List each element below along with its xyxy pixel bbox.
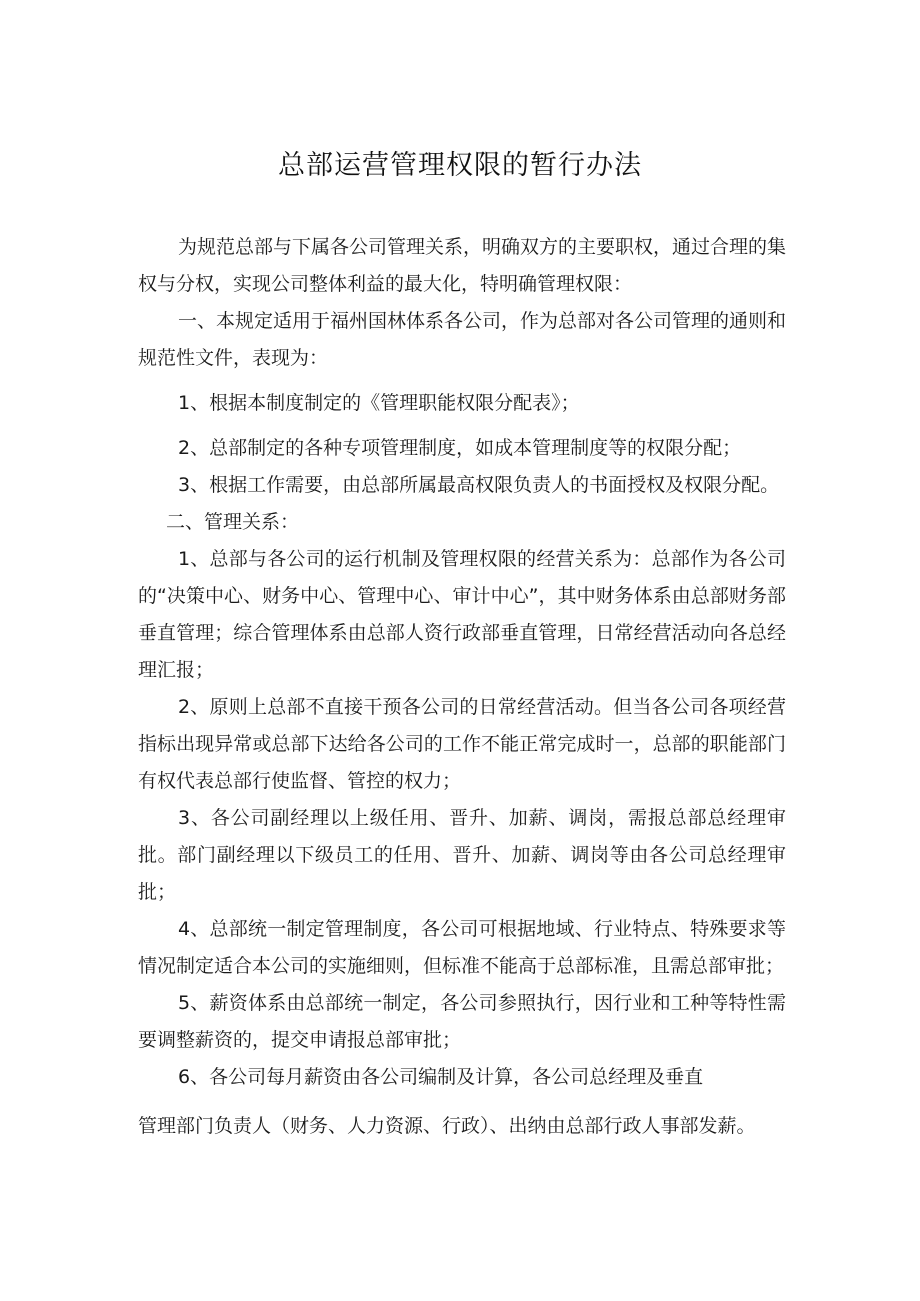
section-one-heading: 一、本规定适用于福州国林体系各公司，作为总部对各公司管理的通则和规范性文件，表现为： [138, 310, 787, 369]
section-one-item-2: 2、总部制定的各种专项管理制度，如成本管理制度等的权限分配； [178, 437, 742, 459]
document-body [138, 229, 786, 1145]
section-two-item-4: 4、总部统一制定管理制度，各公司可根据地域、行业特点、特殊要求等情况制定适合本公司的实施细则，但标准不能高于总部标准，且需总部审批； [138, 918, 786, 977]
document-title: 总部运营管理权限的暂行办法 [278, 150, 642, 181]
section-two-item-6: 6、各公司每月薪资由各公司编制及计算，各公司总经理及垂直 [178, 1066, 704, 1088]
section-two-item-2: 2、原则上总部不直接干预各公司的日常经营活动。但当各公司各项经营指标出现异常或总部下达给各公司的工作不能正常完成时一，总部的职能部门有权代表总部行使监督、管控的权力； [138, 696, 786, 792]
intro-paragraph: 为规范总部与下属各公司管理关系，明确双方的主要职权，通过合理的集权与分权，实现公司整体利益的最大化，特明确管理权限： [138, 236, 787, 295]
section-two-item-5: 5、薪资体系由总部统一制定，各公司参照执行，因行业和工种等特性需要调整薪资的，提交申请报总部审批； [138, 992, 786, 1051]
section-two-heading: 二、管理关系： [166, 511, 300, 533]
section-one-item-3: 3、根据工作需要，由总部所属最高权限负责人的书面授权及权限分配。 [178, 474, 780, 496]
section-two-item-6-continued: 管理部门负责人（财务、人力资源、行政）、出纳由总部行政人事部发薪。 [138, 1115, 756, 1137]
section-one-item-1: 1、根据本制度制定的《管理职能权限分配表》； [178, 392, 580, 414]
section-two-item-1: 1、总部与各公司的运行机制及管理权限的经营关系为：总部作为各公司的“决策中心、财务中心、管理中心、审计中心”，其中财务体系由总部财务部垂直管理；综合管理体系由总部人资行政部垂直管理，日常经营活动向各总经理汇报； [138, 548, 786, 681]
section-two-item-3: 3、各公司副经理以上级任用、晋升、加薪、调岗，需报总部总经理审批。部门副经理以下级员工的任用、晋升、加薪、调岗等由各公司总经理审批； [138, 807, 786, 903]
